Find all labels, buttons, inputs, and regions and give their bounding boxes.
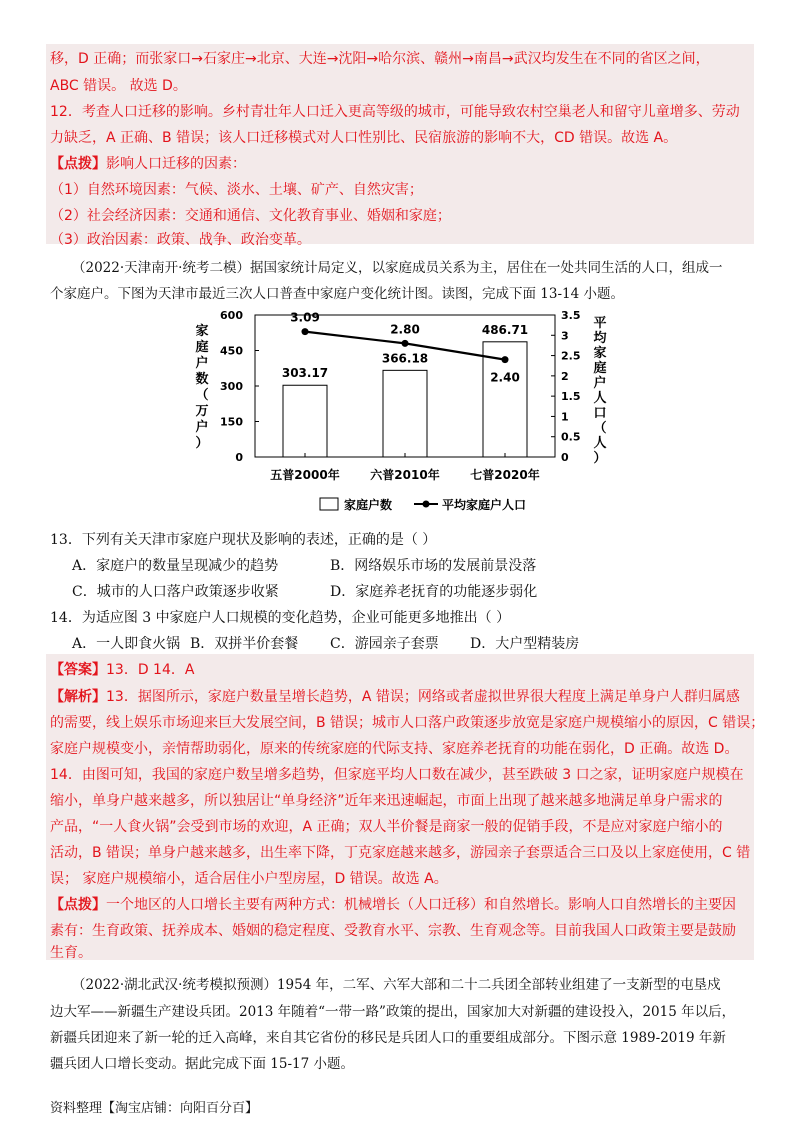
right-tick-label: 1 — [561, 410, 569, 424]
q14-option-b: B．双拼半价套餐 — [190, 636, 299, 652]
intro-line: （2022·天津南开·统考二模）据国家统计局定义，以家庭成员关系为主，居住在一处共同生活的人口，组成一 — [72, 260, 723, 276]
right-axis-label-char: 庭 — [593, 361, 607, 376]
analysis-line: 14．由图可知，我国的家庭户数呈增多趋势，但家庭平均人口数在减少，甚至跌破 3 口之家，证明家庭户规模在 — [50, 767, 744, 783]
right-tick-label: 2.5 — [561, 349, 581, 363]
right-axis-label-char: （ — [593, 421, 607, 436]
text-line: 移，D 正确；而张家口→石家庄→北京、大连→沈阳→哈尔滨、赣州→南昌→武汉均发生在不同的省区之间， — [50, 51, 710, 67]
intro2-line: 边大军——新疆生产建设兵团。2013 年随着“一带一路”政策的提出，国家加大对新疆的建设投入，2015 年以后， — [50, 1004, 736, 1020]
intro-line: 个家庭户。下图为天津市最近三次人口普查中家庭户变化统计图。读图，完成下面 13-14 小题。 — [50, 286, 624, 302]
left-axis-label-char: ） — [195, 436, 209, 451]
factor-line: （1）自然环境因素：气候、淡水、土壤、矿产、自然灾害； — [50, 182, 423, 198]
household-chart — [180, 305, 620, 520]
legend-line-point — [423, 501, 430, 508]
q13-option-c: C．城市的人口落户政策逐步收紧 — [72, 584, 279, 600]
left-axis-label-char: 数 — [195, 372, 209, 387]
avg-point — [502, 356, 509, 363]
right-tick-label: 3 — [561, 329, 569, 343]
tip-label: 【点拨】 — [50, 156, 106, 172]
right-tick-label: 1.5 — [561, 390, 581, 404]
tip2-text: 一个地区的人口增长主要有两种方式：机械增长（人口迁移）和自然增长。影响人口自然增长的主要因 — [106, 897, 736, 913]
answer-text: 13．D 14．A — [106, 662, 195, 678]
answer-line — [50, 659, 194, 679]
right-axis-label-char: 均 — [593, 331, 607, 346]
avg-value-label: 2.80 — [390, 322, 420, 337]
text-line: 12．考查人口迁移的影响。乡村青壮年人口迁入更高等级的城市，可能导致农村空巢老人和留守儿童增多、劳动 — [50, 104, 740, 120]
left-axis-label-char: 万 — [195, 404, 209, 419]
left-tick-label: 300 — [220, 380, 243, 393]
tip2-line: 生育。 — [50, 945, 92, 961]
left-axis-label-char: （ — [195, 388, 209, 403]
factor-line: （2）社会经济因素：交通和通信、文化教育事业、婚姻和家庭； — [50, 208, 451, 224]
left-axis-label-char: 户 — [195, 420, 209, 435]
analysis-line: 误； 家庭户规模缩小，适合居住小户型房屋，D 错误。故选 A。 — [50, 871, 448, 887]
analysis-line: 产品，“一人食火锅”会受到市场的欢迎，A 正确；双人半价餐是商家一般的促销手段，不是应对家庭户缩小的 — [50, 819, 723, 835]
analysis-line: 的需要，线上娱乐市场迎来巨大发展空间，B 错误；城市人口落户政策逐步放宽是家庭户规模缩小的原因，C 错误； — [50, 715, 765, 731]
analysis-text: 13．据图所示，家庭户数量呈增长趋势，A 错误；网络或者虚拟世界很大程度上满足单身户人群归属感 — [106, 689, 740, 705]
right-axis-label-char: ） — [593, 451, 607, 466]
left-axis-label-char: 家 — [195, 324, 209, 339]
left-axis-label-char: 庭 — [195, 340, 209, 355]
analysis-line: 缩小，单身户越来越多，所以独居让“单身经济”近年来迅速崛起，市面上出现了越来越多地满足单身户需求的 — [50, 793, 723, 809]
left-tick-label: 600 — [220, 309, 243, 322]
bar-value-label: 303.17 — [281, 366, 329, 381]
legend-bar-label: 家庭户数 — [344, 498, 393, 512]
intro2-line: 新疆兵团迎来了新一轮的迁入高峰，来自其它省份的移民是兵团人口的重要组成部分。下图示意 1989-2019 年新 — [50, 1030, 726, 1046]
left-tick-label: 150 — [220, 415, 243, 429]
right-tick-label: 2 — [561, 369, 569, 383]
right-tick-label: 3.5 — [561, 309, 581, 322]
legend-line-label: 平均家庭户人口 — [442, 498, 527, 512]
avg-point — [402, 340, 409, 347]
q14-option-d: D．大户型精装房 — [470, 636, 580, 652]
category-label: 六普2010年 — [370, 468, 440, 482]
tip-line — [50, 153, 246, 173]
tip2-label: 【点拨】 — [50, 897, 106, 913]
footer-credit: 资料整理【淘宝店铺：向阳百分百】 — [50, 1101, 259, 1116]
tip-text: 影响人口迁移的因素： — [106, 156, 246, 172]
avg-value-label: 2.40 — [490, 370, 520, 385]
right-axis-label-char: 口 — [593, 406, 607, 421]
bar-value-label: 486.71 — [481, 322, 529, 337]
avg-value-label: 3.09 — [290, 310, 320, 325]
intro2-line: 疆兵团人口增长变动。据此完成下面 15-17 小题。 — [50, 1056, 354, 1072]
factor-line: （3）政治因素：政策、战争、政治变革。 — [50, 232, 311, 248]
right-axis-label-char: 户 — [593, 376, 607, 391]
right-tick-label: 0 — [561, 451, 569, 464]
bar — [383, 370, 427, 457]
right-axis-label-char: 家 — [593, 346, 607, 361]
right-axis-label-char: 人 — [593, 436, 607, 451]
q13-option-d: D．家庭养老抚育的功能逐步弱化 — [330, 584, 538, 600]
analysis-line: 活动，B 错误；单身户越来越多，出生率下降，丁克家庭越来越多，游园亲子套票适合三口及以上家庭使用，C 错 — [50, 845, 751, 861]
q14-stem: 14．为适应图 3 中家庭户人口规模的变化趋势，企业可能更多地推出（ ） — [50, 610, 511, 626]
bar-value-label: 366.18 — [381, 351, 429, 366]
q13-option-a: A．家庭户的数量呈现减少的趋势 — [72, 558, 279, 574]
analysis-line — [50, 686, 740, 706]
intro2-line: （2022·湖北武汉·统考模拟预测）1954 年，二军、六军大部和二十二兵团全部转业组建了一支新型的屯垦戍 — [72, 977, 721, 993]
tip2-line — [50, 894, 736, 914]
analysis-line: 家庭户规模变小，亲情帮助弱化，原来的传统家庭的代际支持、家庭养老抚育的功能在弱化，D 正确。故选 D。 — [50, 741, 739, 757]
right-tick-label: 0.5 — [561, 430, 581, 444]
legend-bar-swatch — [320, 498, 338, 510]
q14-option-a: A．一人即食火锅 — [72, 636, 181, 652]
q14-option-c: C．游园亲子套票 — [330, 636, 439, 652]
text-line: ABC 错误。 故选 D。 — [50, 78, 187, 94]
left-tick-label: 0 — [235, 451, 243, 464]
q13-stem: 13．下列有关天津市家庭户现状及影响的表述，正确的是（ ） — [50, 532, 437, 548]
text-line: 力缺乏，A 正确、B 错误；该人口迁移模式对人口性别比、民宿旅游的影响不大，CD 错误。故选 A。 — [50, 130, 678, 146]
right-axis-label-char: 人 — [593, 391, 607, 406]
right-axis-label-char: 平 — [593, 316, 607, 331]
analysis-label: 【解析】 — [50, 689, 106, 705]
category-label: 五普2000年 — [270, 468, 340, 482]
avg-point — [302, 328, 309, 335]
category-label: 七普2020年 — [470, 468, 540, 482]
bar — [283, 385, 327, 457]
q13-option-b: B．网络娱乐市场的发展前景没落 — [330, 558, 537, 574]
answer-label: 【答案】 — [50, 662, 106, 678]
left-axis-label-char: 户 — [195, 356, 209, 371]
left-tick-label: 450 — [220, 344, 243, 358]
tip2-line: 素有：生育政策、抚养成本、婚姻的稳定程度、受教育水平、宗教、生育观念等。目前我国人口政策主要是鼓励 — [50, 923, 736, 939]
